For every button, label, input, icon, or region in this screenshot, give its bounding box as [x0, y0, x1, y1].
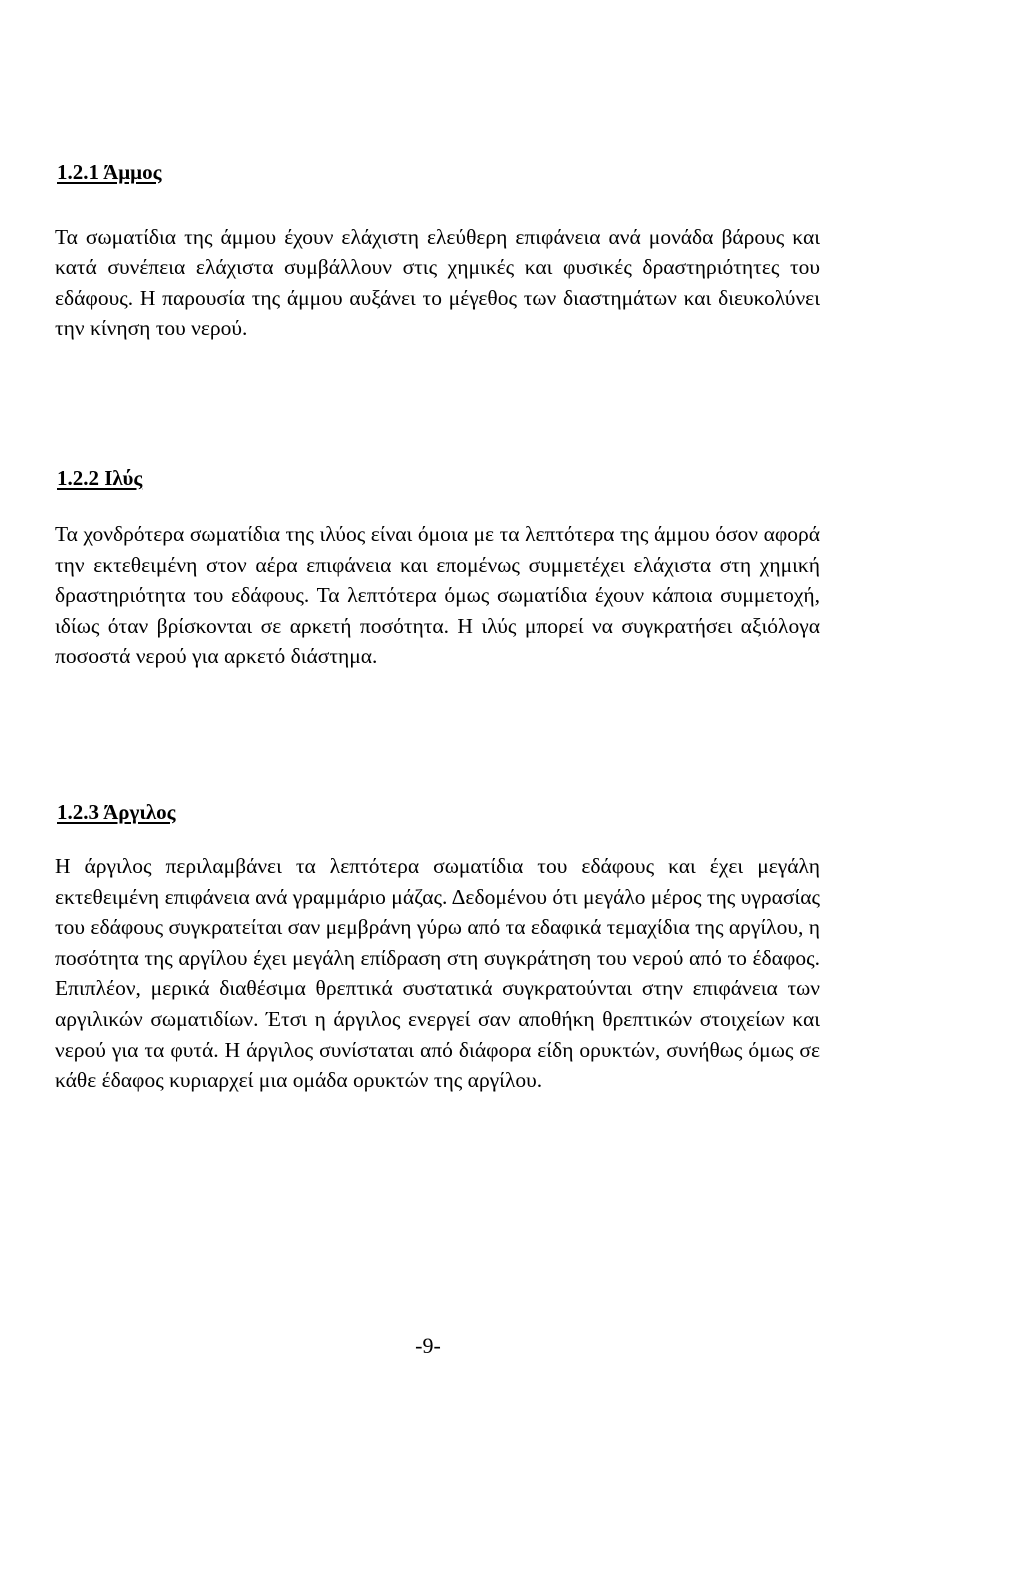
- section-heading-clay: 1.2.3 Άργιλος: [57, 800, 176, 824]
- section-paragraph-silt: Τα χονδρότερα σωματίδια της ιλύος είναι όμοια με τα λεπτότερα της άμμου όσον αφορά την εκτεθειμένη στον αέρα επιφάνεια και επομένως συμμετέχει ελάχιστα στη χημική δραστηριότητα του εδάφους. Τα λεπτότερα όμως σωματίδια έχουν κάποια συμμετοχή, ιδίως όταν βρίσκονται σε αρκετή ποσότητα. Η ιλύς μπορεί να συγκρατήσει αξιόλογα ποσοστά νερού για αρκετό διάστημα.: [55, 522, 820, 669]
- section-paragraph-sand: Τα σωματίδια της άμμου έχουν ελάχιστη ελεύθερη επιφάνεια ανά μονάδα βάρους και κατά συνέπεια ελάχιστα συμβάλλουν στις χημικές και φυσικές δραστηριότητες του εδάφους. Η παρουσία της άμμου αυξάνει το μέγεθος των διαστημάτων και διευκολύνει την κίνηση του νερού.: [55, 225, 820, 340]
- section-heading-silt: 1.2.2 Ιλύς: [57, 466, 143, 490]
- page-number: -9-: [415, 1333, 441, 1358]
- section-heading-sand: 1.2.1 Άμμος: [57, 160, 162, 184]
- section-paragraph-clay: Η άργιλος περιλαμβάνει τα λεπτότερα σωματίδια του εδάφους και έχει μεγάλη εκτεθειμένη επιφάνεια ανά γραμμάριο μάζας. Δεδομένου ότι μεγάλο μέρος της υγρασίας του εδάφους συγκρατείται σαν μεμβράνη γύρω από τα εδαφικά τεμαχίδια της αργίλου, η ποσότητα της αργίλου έχει μεγάλη επίδραση στη συγκράτηση του νερού από το έδαφος. Επιπλέον, μερικά διαθέσιμα θρεπτικά συστατικά συγκρατούνται στην επιφάνεια των αργιλικών σωματιδίων. Έτσι η άργιλος ενεργεί σαν αποθήκη θρεπτικών στοιχείων και νερού για τα φυτά. Η άργιλος συνίσταται από διάφορα είδη ορυκτών, συνήθως όμως σε κάθε έδαφος κυριαρχεί μια ομάδα ορυκτών της αργίλου.: [55, 854, 820, 1093]
